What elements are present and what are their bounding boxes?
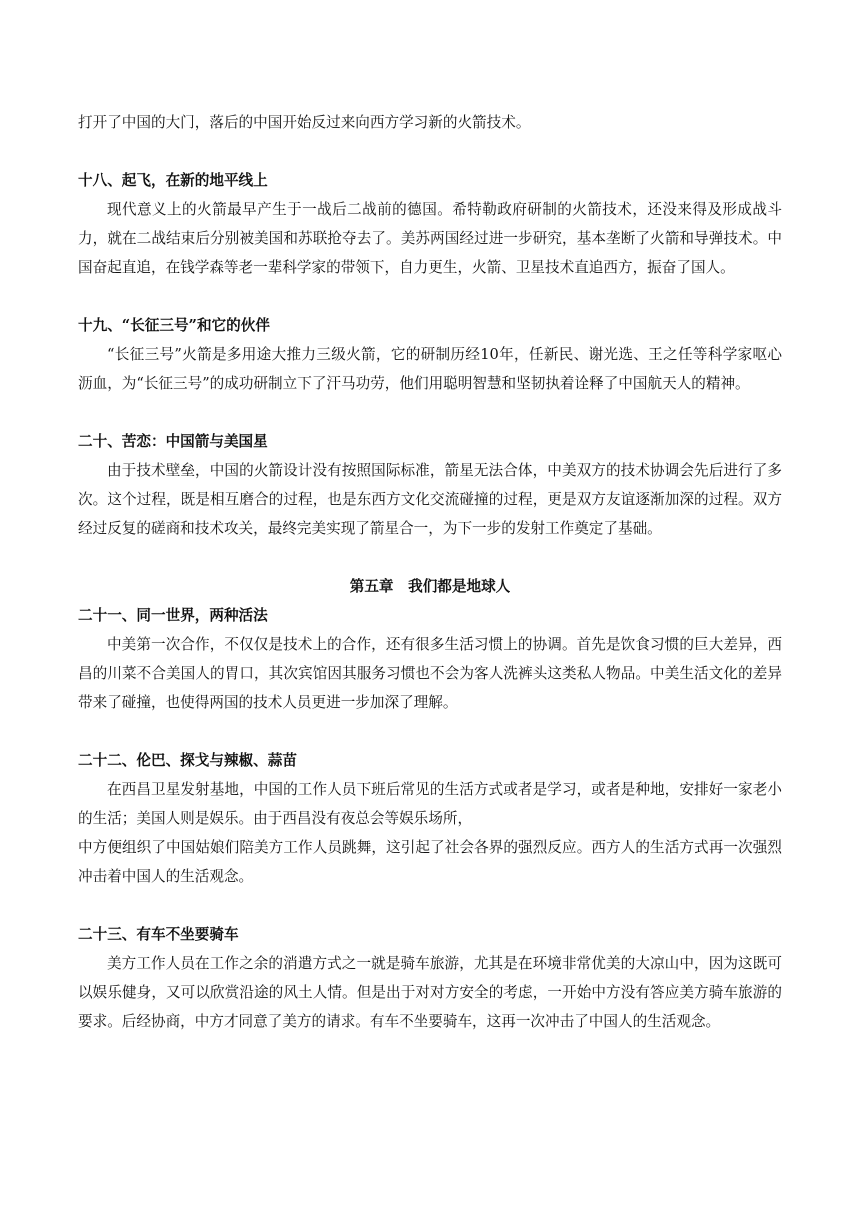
section-heading-21: 二十一、同一世界，两种活法 bbox=[78, 607, 268, 624]
spacer bbox=[78, 137, 782, 166]
section-heading-23: 二十三、有车不坐要骑车 bbox=[78, 926, 239, 943]
chapter-title: 第五章 我们都是地球人 bbox=[349, 578, 511, 595]
section-heading-19: 十九、“长征三号”和它的伙伴 bbox=[78, 317, 270, 334]
section-heading-20: 二十、苦恋：中国箭与美国星 bbox=[78, 433, 268, 450]
section-body-19: “长征三号”火箭是多用途大推力三级火箭，它的研制历经10年，任新民、谢光选、王之任等科学家呕心沥血，为“长征三号”的成功研制立下了汗马功劳，他们用聪明智慧和坚韧执着诠释了中国航天人的精神。 bbox=[78, 346, 782, 392]
lead-paragraph: 打开了中国的大门，落后的中国开始反过来向西方学习新的火箭技术。 bbox=[78, 114, 531, 131]
section-body-18: 现代意义上的火箭最早产生于一战后二战前的德国。希特勒政府研制的火箭技术，还没来得及形成战斗力，就在二战结束后分别被美国和苏联抢夺去了。美苏两国经过进一步研究，基本垄断了火箭和导弹技术。中国奋起直追，在钱学森等老一辈科学家的带领下，自力更生，火箭、卫星技术直追西方，振奋了国人。 bbox=[78, 201, 782, 276]
section-body-22: 在西昌卫星发射基地，中国的工作人员下班后常见的生活方式或者是学习，或者是种地，安排好一家老小的生活；美国人则是娱乐。由于西昌没有夜总会等娱乐场所， bbox=[78, 781, 782, 827]
spacer bbox=[78, 543, 782, 572]
section-heading-18: 十八、起飞，在新的地平线上 bbox=[78, 172, 268, 189]
section-body-22-continued: 中方便组织了中国姑娘们陪美方工作人员跳舞，这引起了社会各界的强烈反应。西方人的生活方式再一次强烈冲击着中国人的生活观念。 bbox=[78, 839, 782, 885]
section-body-21: 中美第一次合作，不仅仅是技术上的合作，还有很多生活习惯上的协调。首先是饮食习惯的巨大差异，西昌的川菜不合美国人的胃口，其次宾馆因其服务习惯也不会为客人洗裤头这类私人物品。中美生活文化的差异带来了碰撞，也使得两国的技术人员更进一步加深了理解。 bbox=[78, 636, 782, 711]
section-body-20: 由于技术壁垒，中国的火箭设计没有按照国际标准，箭星无法合体，中美双方的技术协调会先后进行了多次。这个过程，既是相互磨合的过程，也是东西方文化交流碰撞的过程，更是双方友谊逐渐加深的过程。双方经过反复的磋商和技术攻关，最终完美实现了箭星合一，为下一步的发射工作奠定了基础。 bbox=[78, 462, 782, 537]
spacer bbox=[78, 398, 782, 427]
section-body-23: 美方工作人员在工作之余的消遣方式之一就是骑车旅游，尤其是在环境非常优美的大凉山中，因为这既可以娱乐健身，又可以欣赏沿途的风土人情。但是出于对对方安全的考虑，一开始中方没有答应美方骑车旅游的要求。后经协商，中方才同意了美方的请求。有车不坐要骑车，这再一次冲击了中国人的生活观念。 bbox=[78, 955, 782, 1030]
spacer bbox=[78, 891, 782, 920]
spacer bbox=[78, 717, 782, 746]
section-heading-22: 二十二、伦巴、探戈与辣椒、蒜苗 bbox=[78, 752, 297, 769]
spacer bbox=[78, 282, 782, 311]
